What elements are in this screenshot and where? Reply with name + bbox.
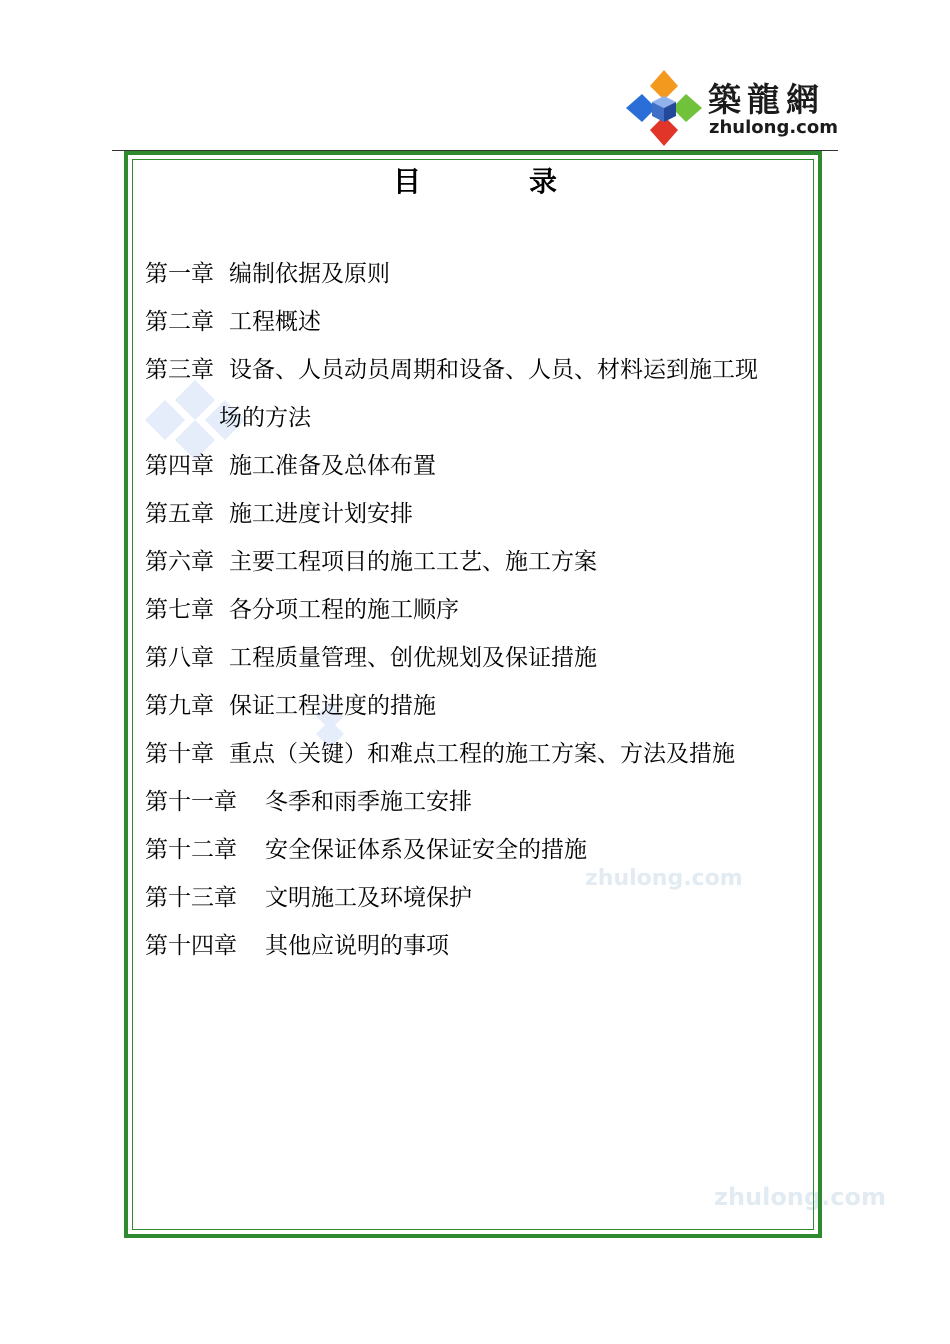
toc-chapter-number: 第三章: [145, 357, 214, 383]
toc-title: 目 录: [392, 165, 597, 198]
toc-chapter-title: 重点（关键）和难点工程的施工方案、方法及措施: [229, 741, 735, 767]
toc-chapter-title: 文明施工及环境保护: [265, 885, 472, 911]
toc-entry[interactable]: [145, 586, 815, 634]
logo-english-name: zhulong.com: [709, 117, 838, 138]
toc-chapter-number: 第十四章: [145, 933, 237, 959]
logo-chinese-name: 築龍網: [708, 80, 825, 119]
toc-chapter-number: 第一章: [145, 261, 214, 287]
toc-entry[interactable]: [145, 250, 815, 298]
logo-blue-petal: [626, 94, 656, 122]
toc-chapter-number: 第五章: [145, 501, 214, 527]
toc-entry[interactable]: [145, 922, 815, 970]
toc-entry[interactable]: [145, 826, 815, 874]
toc-chapter-title: 工程质量管理、创优规划及保证措施: [229, 645, 597, 671]
logo-green-petal: [672, 94, 702, 122]
toc-entry[interactable]: [145, 298, 815, 346]
toc-chapter-number: 第十二章: [145, 837, 237, 863]
toc-chapter-title: 各分项工程的施工顺序: [229, 597, 459, 623]
toc-chapter-title: 其他应说明的事项: [265, 933, 449, 959]
toc-chapter-number: 第七章: [145, 597, 214, 623]
toc-chapter-number: 第九章: [145, 693, 214, 719]
toc-chapter-title: 保证工程进度的措施: [229, 693, 436, 719]
toc-chapter-number: 第六章: [145, 549, 214, 575]
toc-chapter-title: 施工准备及总体布置: [229, 453, 436, 479]
logo-orange-petal: [650, 70, 678, 100]
toc-chapter-title: 场的方法: [219, 405, 311, 431]
toc-chapter-number: 第十章: [145, 741, 214, 767]
toc-entry[interactable]: [145, 490, 815, 538]
toc-chapter-number: 第八章: [145, 645, 214, 671]
watermark-text: zhulong.com: [585, 866, 743, 891]
toc-chapter-number: 第二章: [145, 309, 214, 335]
toc-entry[interactable]: [145, 778, 815, 826]
toc-entry[interactable]: [145, 394, 815, 442]
toc-entry[interactable]: [145, 730, 815, 778]
table-of-contents: [145, 250, 815, 970]
toc-chapter-title: 安全保证体系及保证安全的措施: [265, 837, 587, 863]
toc-entry[interactable]: [145, 538, 815, 586]
watermark-text: zhulong.com: [714, 1183, 886, 1211]
toc-entry[interactable]: [145, 346, 815, 394]
toc-chapter-title: 主要工程项目的施工工艺、施工方案: [229, 549, 597, 575]
toc-chapter-title: 冬季和雨季施工安排: [265, 789, 472, 815]
toc-chapter-number: 第十三章: [145, 885, 237, 911]
toc-chapter-number: 第四章: [145, 453, 214, 479]
toc-chapter-title: 编制依据及原则: [229, 261, 390, 287]
zhulong-logo-icon: [622, 66, 706, 150]
toc-entry[interactable]: [145, 682, 815, 730]
zhulong-logo: [622, 66, 837, 150]
toc-chapter-title: 施工进度计划安排: [229, 501, 413, 527]
toc-entry[interactable]: [145, 442, 815, 490]
toc-entry[interactable]: [145, 874, 815, 922]
toc-chapter-number: 第十一章: [145, 789, 237, 815]
toc-entry[interactable]: [145, 634, 815, 682]
toc-chapter-title: 工程概述: [229, 309, 321, 335]
toc-chapter-title: 设备、人员动员周期和设备、人员、材料运到施工现: [229, 357, 758, 383]
